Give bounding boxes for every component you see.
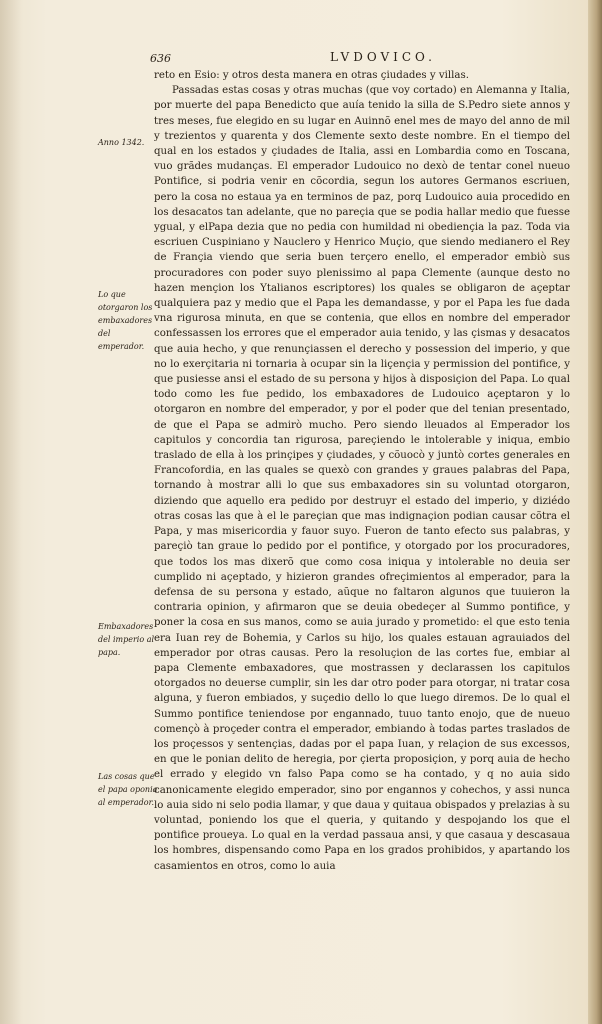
body-text bbox=[154, 68, 570, 874]
margin-note-embassadors-agreement: Lo que otorgaron los embaxadores del emperador. bbox=[98, 290, 153, 351]
margin-note-accusations: Las cosas que el papa oponia al emperador. bbox=[98, 772, 158, 807]
margin-note-embassadors-to-pope: Embaxadores del imperio al papa. bbox=[98, 622, 155, 657]
margin-note-year: Anno 1342. bbox=[98, 138, 145, 147]
paragraph-continuation: reto en Esio: y otros desta manera en otras çiudades y villas. bbox=[154, 70, 469, 81]
page-number: 636 bbox=[150, 52, 171, 65]
running-head bbox=[150, 48, 590, 68]
paragraph-main: Passadas estas cosas y otras muchas (que voy cortado) en Alemanna y Italia, por muerte del papa Benedicto que auía tenido la silla de S.Pedro siete annos y tres meses, fue elegido en su lugar en Auinnõ enel mes de mayo del anno de mil y trezientos y quarenta y dos Clemente sexto deste nombre. En el tiempo del qual en los estados y çiudades de Italia, assi en Lombardia como en Toscana, vuo grãdes mudanças. El emperador Ludouico no dexò de tentar conel nueuo Pontifice, si podria venir en cõcordia, segun los autores Germanos escriuen, pero la cosa no estaua ya en terminos de paz, porq Ludouico auia procedido en los desacatos tan adelante, que no pareçia que se podia hallar medio que fuesse ygual, y elPapa dezia que no pedia con humildad ni obediençia la paz. Toda via escriuen Cuspiniano y Nauclero y Henrico Muçio, que siendo medianero el Rey de Françia viendo que seria buen terçero enello, el emperador embiò sus procuradores con poder suyo plenissimo al papa Clemente (aunque desto no hazen mençion los Ytalianos escriptores) los quales se obligaron de açeptar qualquiera paz y medio que el Papa les demandasse, y por el Papa les fue dada vna rigurosa minuta, en que se contenia, que ellos en nombre del emperador confessassen los errores que el emperador auia tenido, y las çismas y desacatos que auia hecho, y que renunçiassen el derecho y possession del imperio, y que no lo exerçitaria ni tornaria à ocupar sin la liçençia y permission del pontifice, y que pusiesse ansi el estado de su persona y hijos à disposiçion del Papa. Lo qual todo como les fue pedido, los embaxadores de Ludouico açeptaron y lo otorgaron en nombre del emperador, y por el poder que del tenian presentado, de que el Papa se admirò mucho. Pero siendo lleuados al Emperador los capitulos y concordia tan rigurosa, pareçiendo le intolerable y iniqua, embio traslado de ella à los prinçipes y çiudades, y cõuocò y juntò cortes generales en Francofordia, en las quales se quexò con grandes y graues palabras del Papa, tornando à mostrar alli lo que sus embaxadores sin su voluntad otorgaron, diziendo que aquello era pedido por destruyr el estado del imperio, y diziédo otras cosas las que à el le pareçian que mas indignaçion podian causar cõtra el Papa, y mas misericordia y fauor suyo. Fueron de tanto efecto sus palabras, y pareçiò tan graue lo pedido por el pontifice, y otorgado por los procuradores, que todos los mas dixerõ que como cosa iniqua y intolerable no deuia ser cumplido ni açeptado, y hizieron grandes ofreçimientos al emperador, para la defensa de su persona y estado, aũque no faltaron algunos que tuuieron la contraria opinion, y afirmaron que se deuia obedeçer al Summo pontifice, y poner la cosa en sus manos, como se auia jurado y prometido: el que esto tenia era Iuan rey de Bohemia, y Carlos su hijo, los quales estauan agrauiados del emperador por otras causas. Pero la resoluçion de las cortes fue, embiar al papa Clemente embaxadores, que mostrassen y declarassen los capitulos otorgados no deuerse cumplir, sin les dar otro poder para otorgar, ni tratar cosa alguna, y fueron embiados, y suçedio dello lo que luego diremos. De lo qual el Summo pontifice teniendose por engannado, tuuo tanto enojo, que de nueuo començò à proçeder contra el emperador, embiando à todas partes traslados de los proçessos y sentençias, dadas por el papa Iuan, y relaçion de sus excessos, en que le ponian delito de heregia, por çierta proposiçion, y porq auia de hecho el errado y elegido vn falso Papa como se ha contado, y q no auia sido canonicamente elegido emperador, sino por engannos y cohechos, y assi nunca lo auia sido ni selo podia llamar, y que daua y quitaua obispados y prelazias à su voluntad, poniendo los que el queria, y quitando y despojando los que el pontifice proueya. Lo qual en la verdad passaua ansi, y que casaua y descasaua los hombres, dispensando como Papa en los grados prohibidos, y apartando los casamientos en otros, como lo auia bbox=[154, 85, 570, 872]
running-head-title: LVDOVICO. bbox=[330, 50, 436, 64]
gutter-shadow bbox=[0, 0, 22, 1024]
book-spine bbox=[588, 0, 602, 1024]
